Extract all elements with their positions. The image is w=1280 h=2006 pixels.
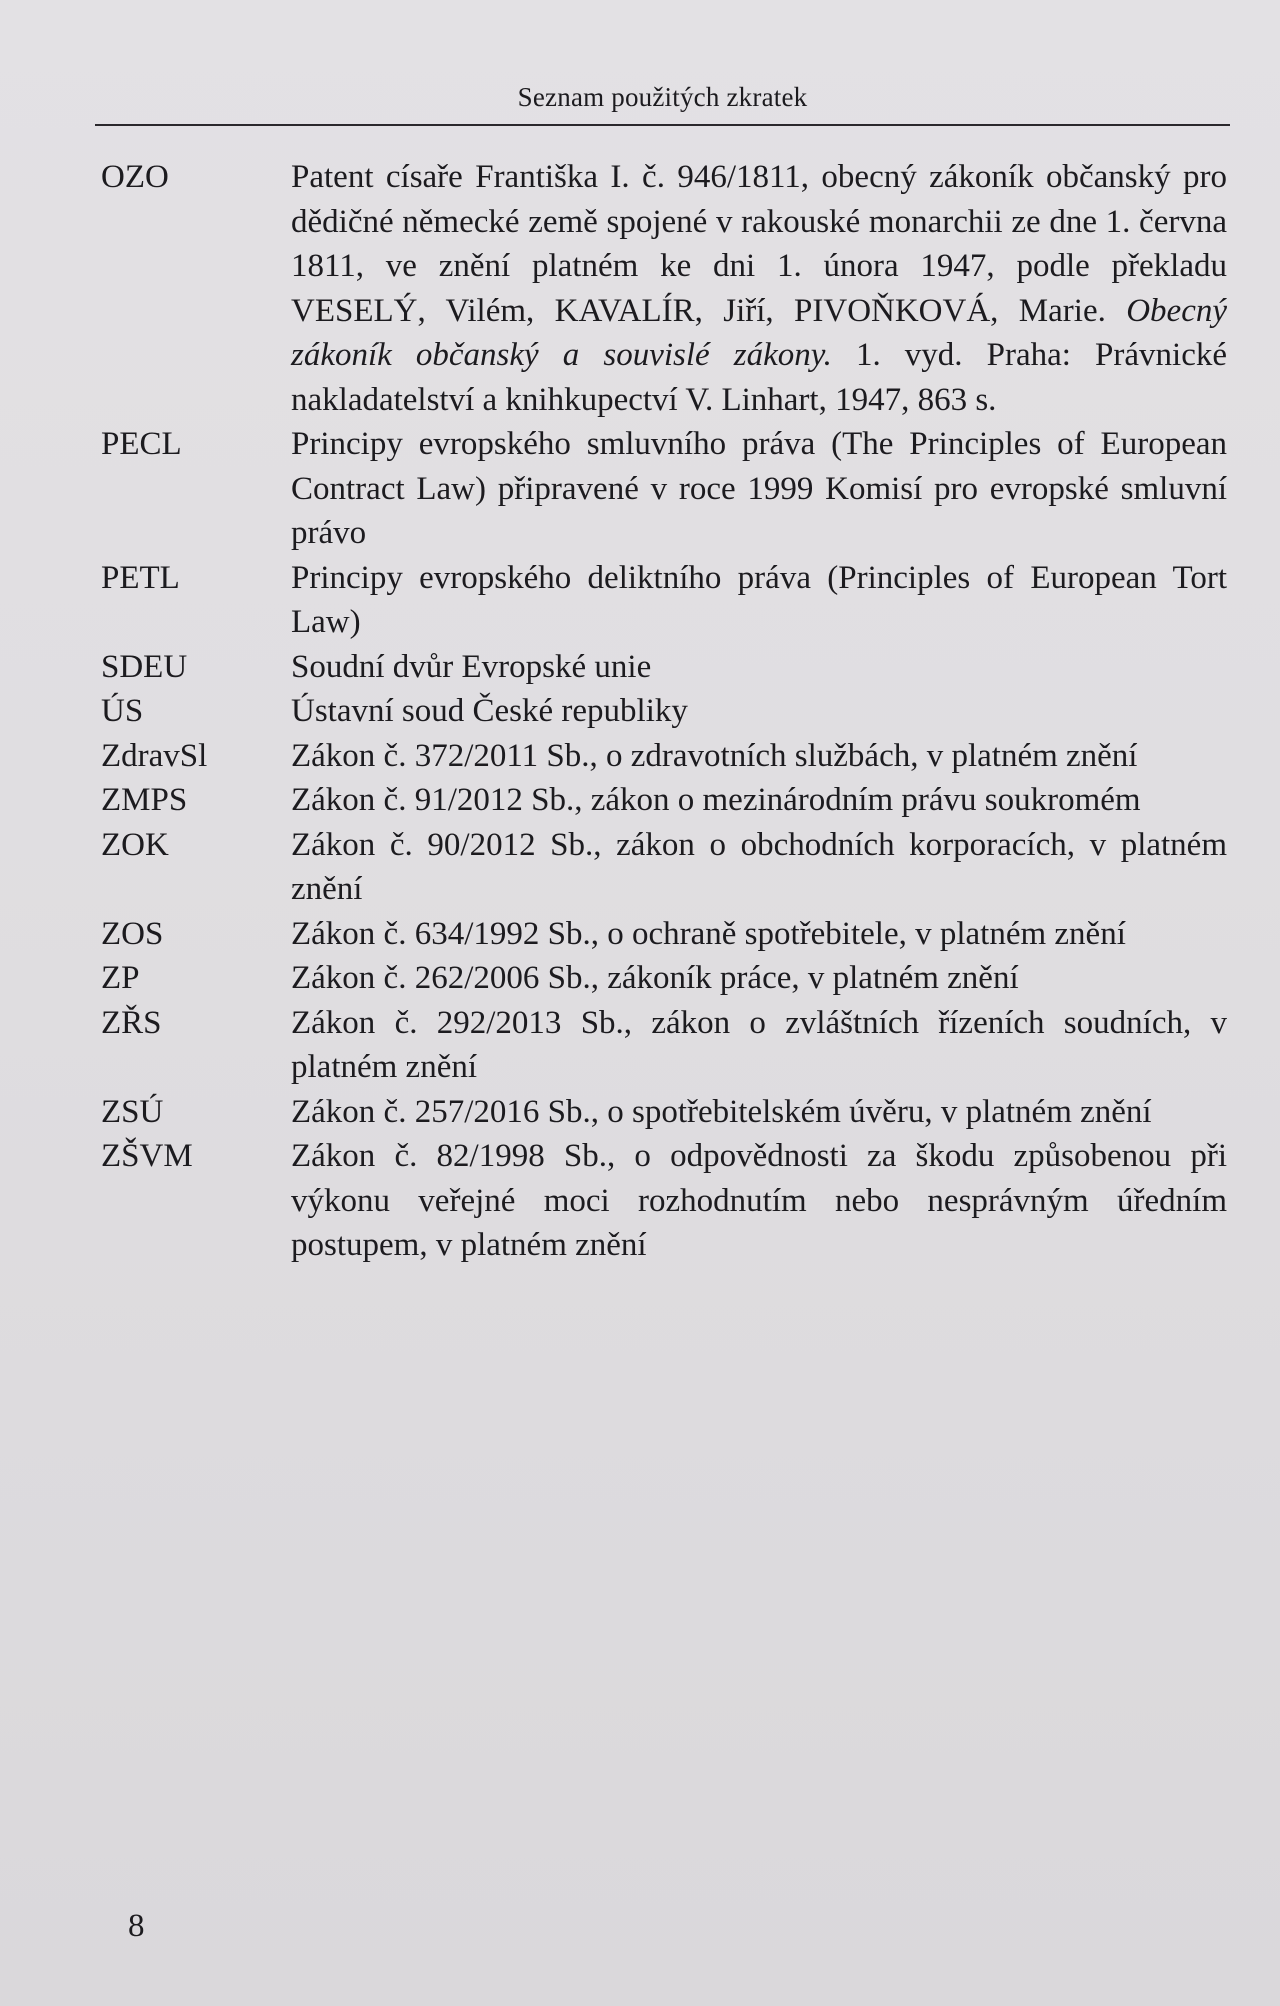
abbreviation-definition: Zákon č. 91/2012 Sb., zákon o mezinárodním právu soukromém: [291, 782, 1141, 818]
abbreviation-term: ZMPS: [101, 782, 188, 818]
definition-italic-title: Obecný zákoník občanský a souvislé zákony.: [291, 292, 1227, 373]
abbreviation-definition: [291, 155, 1227, 422]
abbreviation-term: ZSÚ: [101, 1093, 164, 1130]
running-header: [95, 80, 1230, 126]
abbreviation-term: PETL: [101, 559, 180, 596]
abbreviation-entry: [97, 689, 1227, 734]
abbreviation-term: ZOS: [101, 915, 164, 952]
abbreviation-definition: Zákon č. 262/2006 Sb., zákoník práce, v platném znění: [291, 960, 1019, 996]
abbreviation-list: [97, 155, 1227, 1268]
abbreviation-term: SDEU: [101, 648, 188, 685]
abbreviation-entry: [97, 1134, 1227, 1268]
abbreviation-definition: Zákon č. 292/2013 Sb., zákon o zvláštních řízeních soudních, v platném znění: [291, 1004, 1227, 1085]
abbreviation-term: ZdravSl: [101, 737, 208, 774]
abbreviation-definition: Zákon č. 257/2016 Sb., o spotřebitelském úvěru, v platném znění: [291, 1093, 1152, 1130]
abbreviation-term: ZOK: [101, 826, 169, 863]
abbreviation-term: ZŘS: [101, 1004, 162, 1041]
abbreviation-definition: Zákon č. 372/2011 Sb., o zdravotních službách, v platném znění: [291, 737, 1138, 774]
definition-text: 1. vyd. Praha: Právnické nakladatelství a knihkupectví V. Linhart, 1947, 863 s.: [291, 337, 1227, 418]
definition-text: Patent císaře Františka I. č. 946/1811, obecný zákoník občanský pro dědičné německé země spojené v rakouské monarchii ze dne 1. června 1811, ve znění platném ke dni 1. února 1947, podle překladu VESELÝ, Vilém, KAVALÍR, Jiří, PIVOŇKOVÁ, Marie.: [291, 159, 1227, 329]
abbreviation-term: PECL: [101, 426, 182, 462]
abbreviation-entry: [97, 1001, 1227, 1090]
abbreviation-entry: [97, 556, 1227, 645]
abbreviation-term: OZO: [101, 159, 169, 195]
abbreviation-term: ZŠVM: [101, 1138, 193, 1174]
abbreviation-entry: [97, 823, 1227, 912]
running-header-title: Seznam použitých zkratek: [517, 82, 808, 112]
abbreviation-term: ZP: [101, 960, 140, 996]
abbreviation-definition: Ústavní soud České republiky: [291, 693, 688, 729]
abbreviation-definition: Zákon č. 90/2012 Sb., zákon o obchodních korporacích, v platném znění: [291, 826, 1227, 907]
page-number: 8: [128, 1908, 145, 1944]
abbreviation-definition: Zákon č. 634/1992 Sb., o ochraně spotřebitele, v platném znění: [291, 915, 1126, 952]
abbreviation-definition: Principy evropského deliktního práva (Principles of European Tort Law): [291, 559, 1227, 640]
abbreviation-entry: [97, 645, 1227, 690]
abbreviation-entry: [97, 422, 1227, 556]
abbreviation-entry: [97, 778, 1227, 823]
abbreviation-entry: [97, 912, 1227, 957]
abbreviation-definition: Principy evropského smluvního práva (The Principles of European Contract Law) připravené v roce 1999 Komisí pro evropské smluvní právo: [291, 426, 1227, 551]
abbreviation-entry: [97, 1090, 1227, 1135]
abbreviation-entry: [97, 734, 1227, 779]
abbreviation-entry: [97, 956, 1227, 1001]
abbreviation-entry: [97, 155, 1227, 422]
abbreviation-definition: Zákon č. 82/1998 Sb., o odpovědnosti za škodu způsobenou při výkonu veřejné moci rozhodnutím nebo nesprávným úředním postupem, v platném znění: [291, 1138, 1227, 1263]
abbreviation-term: ÚS: [101, 693, 144, 729]
abbreviation-definition: Soudní dvůr Evropské unie: [291, 648, 652, 685]
